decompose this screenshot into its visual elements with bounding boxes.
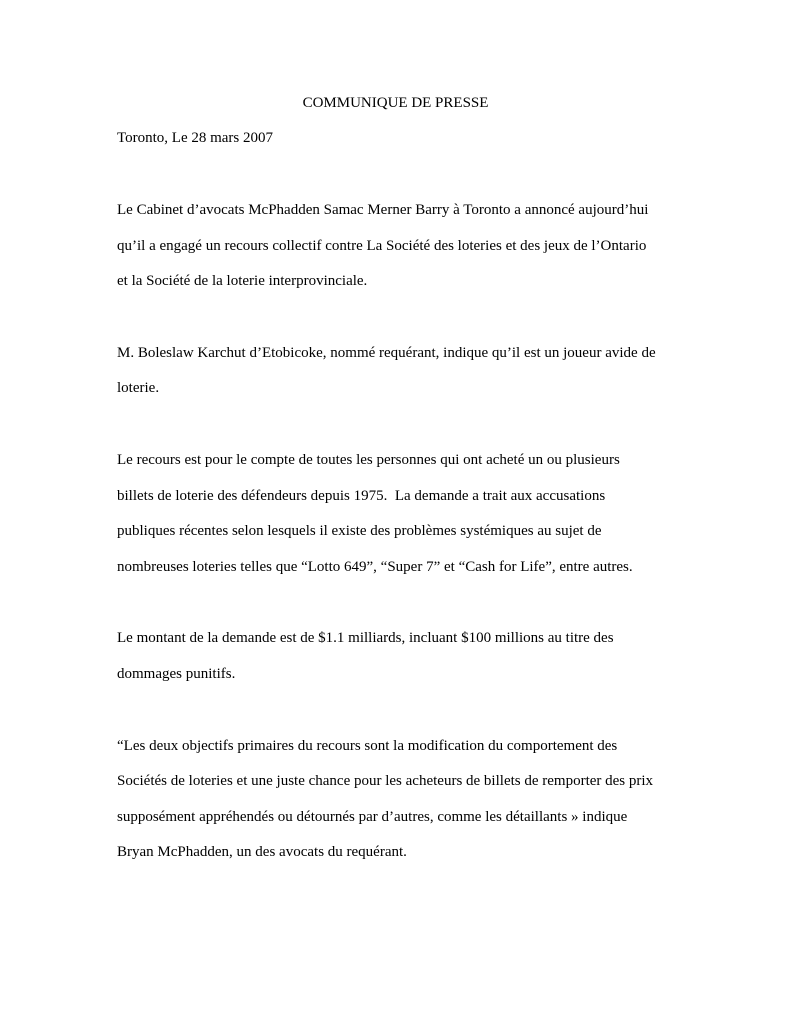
paragraph-5-line-2: Sociétés de loteries et une juste chance pour les acheteurs de billets de remporter des prix (117, 773, 654, 789)
paragraph-5-line-3: supposément appréhendés ou détournés par d’autres, comme les détaillants » indique (117, 809, 628, 825)
paragraph-2-line-1: M. Boleslaw Karchut d’Etobicoke, nommé requérant, indique qu’il est un joueur avide de (117, 345, 656, 361)
paragraph-5-line-1: “Les deux objectifs primaires du recours sont la modification du comportement des (117, 738, 618, 754)
press-release-title: COMMUNIQUE DE PRESSE (302, 95, 489, 111)
paragraph-4-line-1: Le montant de la demande est de $1.1 milliards, incluant $100 millions au titre des (117, 630, 614, 646)
paragraph-2-line-2: loterie. (117, 380, 160, 396)
paragraph-1-line-1: Le Cabinet d’avocats McPhadden Samac Merner Barry à Toronto a annoncé aujourd’hui (117, 202, 649, 218)
paragraph-3-line-1: Le recours est pour le compte de toutes les personnes qui ont acheté un ou plusieurs (117, 452, 620, 468)
paragraph-3-line-2: billets de loterie des défendeurs depuis 1975. La demande a trait aux accusations (117, 488, 606, 504)
paragraph-5-line-4: Bryan McPhadden, un des avocats du requérant. (117, 844, 407, 860)
paragraph-3-line-3: publiques récentes selon lesquels il existe des problèmes systémiques au sujet de (117, 523, 602, 539)
dateline: Toronto, Le 28 mars 2007 (117, 130, 274, 146)
paragraph-1-line-2: qu’il a engagé un recours collectif contre La Société des loteries et des jeux de l’Ontario (117, 238, 647, 254)
paragraph-1-line-3: et la Société de la loterie interprovinciale. (117, 273, 368, 289)
paragraph-3-line-4: nombreuses loteries telles que “Lotto 649”, “Super 7” et “Cash for Life”, entre autres. (117, 559, 633, 575)
paragraph-4-line-2: dommages punitifs. (117, 666, 236, 682)
